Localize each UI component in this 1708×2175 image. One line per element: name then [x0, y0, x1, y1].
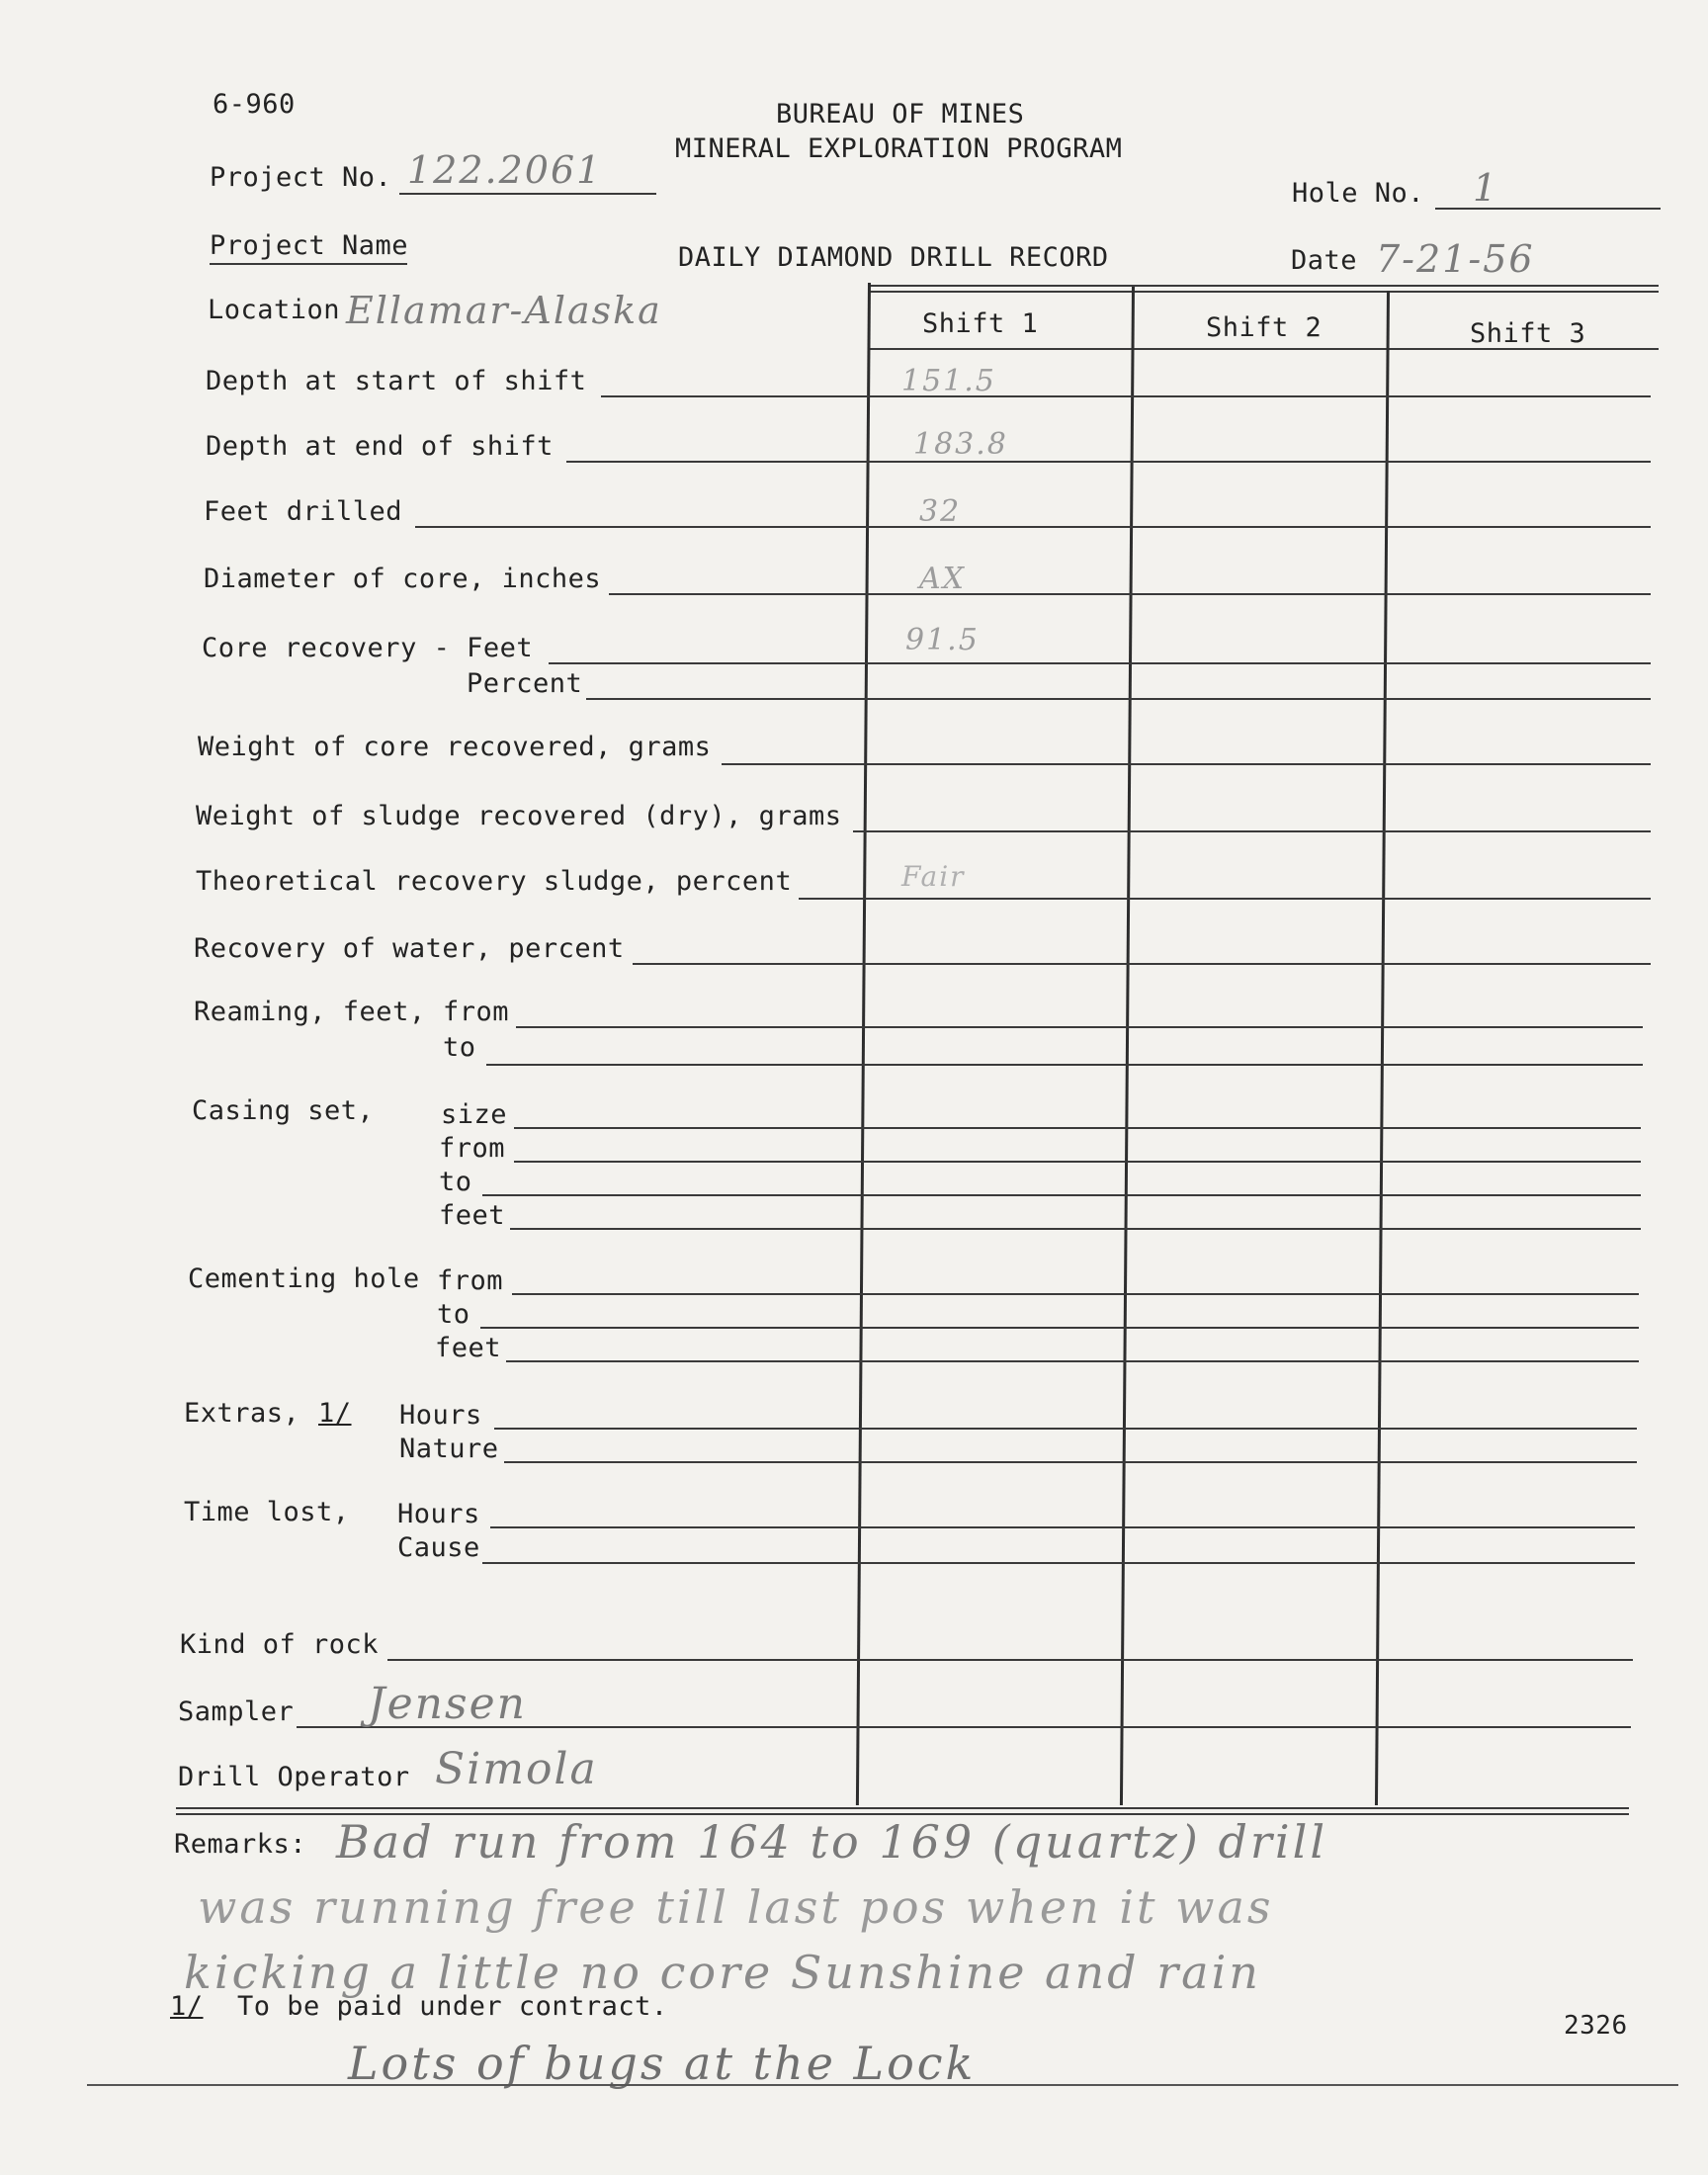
project-no-line [399, 193, 656, 195]
drill-operator-value: Simola [435, 1744, 598, 1794]
hole-no-value: 1 [1473, 166, 1499, 210]
row-label-recovery-water: Recovery of water, percent [194, 933, 625, 964]
row-line-core-recovery-feet [549, 662, 1651, 664]
theoretical-sludge-shift1: Fair [901, 860, 966, 893]
feet-drilled-shift1: 32 [919, 494, 962, 529]
column-header-line [870, 348, 1659, 350]
row-line-cementing-feet [506, 1360, 1639, 1362]
sampler-value: Jensen [368, 1679, 527, 1729]
record-title: DAILY DIAMOND DRILL RECORD [678, 242, 1109, 273]
casing-size-label: size [441, 1099, 508, 1130]
casing-to-label: to [439, 1167, 472, 1197]
row-label-time-lost: Time lost, [184, 1497, 350, 1527]
row-label-core-recovery-percent: Percent [467, 668, 583, 699]
row-line-extras-hours [494, 1428, 1637, 1430]
extras-footnote-mark: 1/ [318, 1398, 352, 1429]
row-label-cementing: Cementing hole [188, 1263, 420, 1294]
row-line-cementing-from [512, 1293, 1639, 1295]
footnote-mark: 1/ [170, 1991, 204, 2022]
row-line-theoretical-sludge [799, 898, 1651, 900]
row-label-drill-operator: Drill Operator [178, 1762, 410, 1792]
cementing-from-label: from [437, 1265, 504, 1296]
row-line-depth-start [601, 395, 1651, 397]
casing-feet-label: feet [439, 1200, 506, 1231]
row-label-weight-sludge: Weight of sludge recovered (dry), grams [196, 801, 842, 831]
remarks-line-2: was running free till last pos when it was [198, 1880, 1274, 1934]
row-line-time-lost-hours [490, 1526, 1635, 1528]
table-top-rule-2 [870, 291, 1659, 293]
row-line-feet-drilled [415, 526, 1651, 528]
row-label-extras: Extras, [184, 1398, 300, 1429]
diameter-shift1: AX [919, 562, 967, 596]
row-line-reaming-to [486, 1064, 1643, 1066]
depth-end-shift1: 183.8 [913, 427, 1008, 462]
time-lost-hours-label: Hours [397, 1499, 480, 1529]
row-line-core-recovery-percent [586, 698, 1651, 700]
row-line-depth-end [566, 461, 1651, 463]
row-label-depth-end: Depth at end of shift [206, 431, 554, 462]
remarks-top-rule [176, 1807, 1629, 1809]
row-label-casing: Casing set, [192, 1095, 375, 1126]
row-label-theoretical-sludge: Theoretical recovery sludge, percent [196, 866, 793, 897]
document-number: 2326 [1564, 2011, 1628, 2041]
table-top-rule [870, 285, 1659, 287]
page-bottom-edge [87, 2084, 1678, 2086]
form-number: 6-960 [213, 89, 296, 120]
remarks-line-1: Bad run from 164 to 169 (quartz) drill [336, 1815, 1328, 1869]
cementing-to-label: to [437, 1299, 470, 1330]
row-label-reaming: Reaming, feet, [194, 997, 426, 1027]
project-no-label: Project No. [210, 162, 392, 193]
depth-start-shift1: 151.5 [901, 364, 996, 398]
column-divider-1 [856, 283, 871, 1805]
row-line-casing-feet [510, 1228, 1641, 1230]
column-divider-2 [1120, 287, 1135, 1805]
extras-hours-label: Hours [399, 1400, 482, 1431]
row-label-core-recovery-feet: Core recovery - Feet [202, 633, 534, 663]
column-header-shift-2: Shift 2 [1206, 312, 1323, 343]
agency-title: BUREAU OF MINES [776, 99, 1025, 130]
row-line-extras-nature [504, 1461, 1637, 1463]
hole-no-label: Hole No. [1292, 178, 1425, 209]
reaming-to-label: to [443, 1032, 476, 1063]
row-line-weight-sludge [853, 830, 1651, 832]
row-line-casing-to [482, 1194, 1641, 1196]
project-no-value: 122.2061 [407, 148, 603, 192]
row-line-kind-of-rock [387, 1659, 1633, 1661]
row-line-casing-from [514, 1161, 1641, 1163]
core-recovery-feet-shift1: 91.5 [905, 623, 980, 657]
extras-nature-label: Nature [399, 1434, 499, 1464]
location-value: Ellamar-Alaska [346, 289, 662, 332]
row-line-weight-core [722, 763, 1651, 765]
program-title: MINERAL EXPLORATION PROGRAM [675, 133, 1123, 164]
row-label-weight-core: Weight of core recovered, grams [198, 732, 712, 762]
column-header-shift-1: Shift 1 [922, 308, 1039, 339]
location-label: Location [208, 295, 341, 325]
project-name-underline [210, 263, 407, 265]
cementing-feet-label: feet [435, 1333, 502, 1363]
remarks-line-3: kicking a little no core Sunshine and rain [184, 1946, 1261, 1999]
footnote-text: To be paid under contract. [237, 1991, 668, 2022]
column-header-shift-3: Shift 3 [1470, 318, 1586, 349]
date-label: Date [1291, 245, 1358, 276]
remarks-label: Remarks: [174, 1829, 307, 1860]
row-label-kind-of-rock: Kind of rock [180, 1629, 380, 1660]
hole-no-line [1435, 208, 1661, 210]
row-label-feet-drilled: Feet drilled [204, 496, 403, 527]
time-lost-cause-label: Cause [397, 1532, 480, 1563]
project-name-label: Project Name [210, 230, 409, 261]
row-line-casing-size [514, 1127, 1641, 1129]
row-line-recovery-water [633, 963, 1651, 965]
row-line-cementing-to [480, 1327, 1639, 1329]
row-line-time-lost-cause [482, 1562, 1635, 1564]
row-label-depth-start: Depth at start of shift [206, 366, 587, 396]
row-line-diameter [609, 593, 1651, 595]
remarks-line-4: Lots of bugs at the Lock [348, 2037, 977, 2090]
column-divider-3 [1375, 291, 1390, 1805]
date-value: 7-21-56 [1376, 237, 1535, 281]
row-label-sampler: Sampler [178, 1696, 295, 1727]
casing-from-label: from [439, 1133, 506, 1164]
row-label-diameter: Diameter of core, inches [204, 564, 602, 594]
reaming-from-label: from [443, 997, 510, 1027]
row-line-reaming-from [516, 1026, 1643, 1028]
